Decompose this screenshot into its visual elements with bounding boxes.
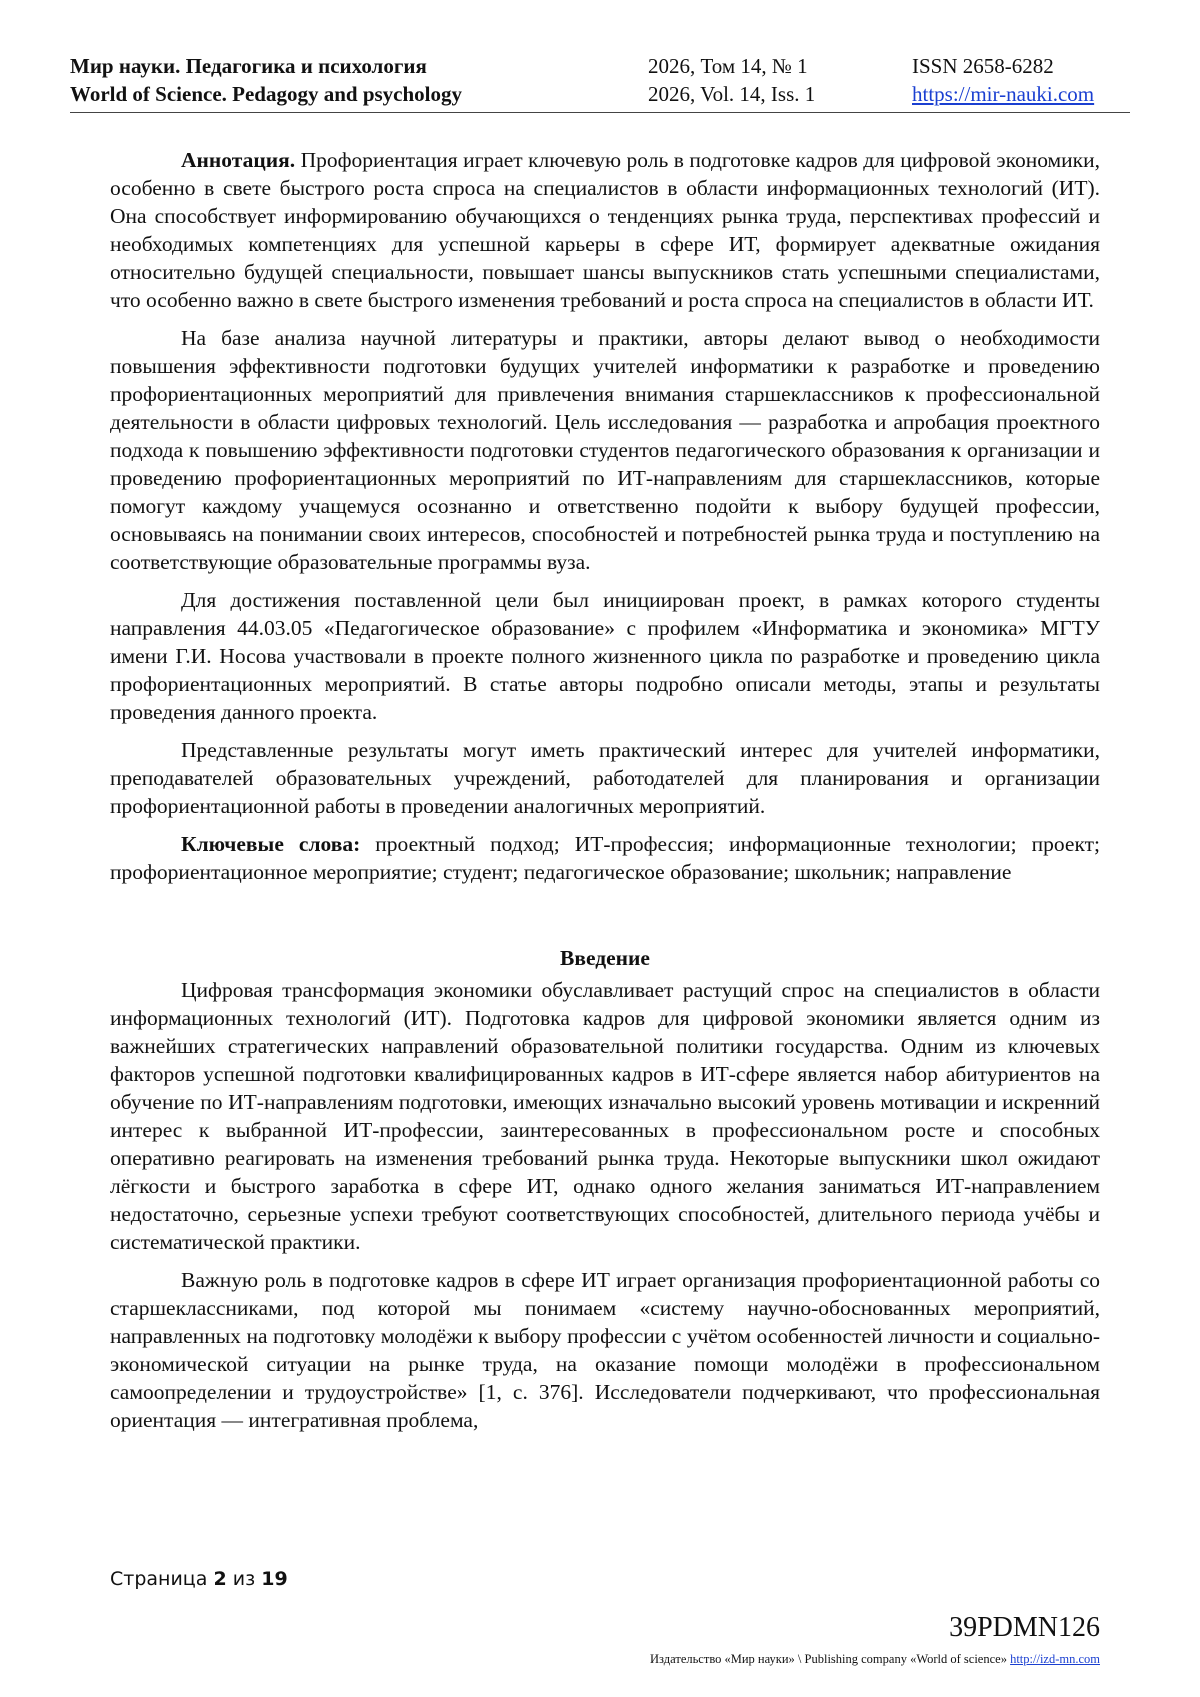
issn-info: [912, 52, 1094, 108]
abstract-label: Аннотация.: [181, 148, 296, 172]
article-body: [110, 146, 1100, 1434]
journal-header: [70, 52, 1130, 112]
page-total: 19: [261, 1568, 288, 1590]
publisher-line: [650, 1652, 1100, 1667]
journal-site-link[interactable]: https://mir-nauki.com: [912, 82, 1095, 106]
page-of: из: [232, 1568, 256, 1590]
page-number: [110, 1568, 288, 1590]
journal-title: [70, 52, 462, 108]
section-title-introduction: Введение: [560, 946, 650, 970]
intro-paragraph: Цифровая трансформация экономики обуславливает растущий спрос на специалистов в области информационных технологий (ИТ). Подготовка кадров для цифровой экономики является одним из важнейших стратегических направлений образовательной политики государства. Одним из ключевых факторов успешной подготовки квалифицированных кадров в ИТ-сфере является набор абитуриентов на обучение по ИТ-направлениям подготовки, имеющих изначально высокий уровень мотивации и искренний интерес к выбранной ИТ-профессии, заинтересованных в профессиональном росте и способных оперативно реагировать на изменения требований рынка труда. Некоторые выпускники школ ожидают лёгкости и быстрого заработка в сфере ИТ, однако одного желания заниматься ИТ-направлением недостаточно, серьезные успехи требуют соответствующих способностей, длительного периода учёбы и систематической практики.: [110, 978, 1100, 1254]
journal-title-en: World of Science. Pedagogy and psychology: [70, 82, 463, 106]
keywords-label: Ключевые слова:: [181, 832, 361, 856]
keywords-text: проектный подход; ИТ-профессия; информационные технологии; проект; профориентационное мероприятие; студент; педагогическое образование; школьник; направление: [110, 832, 1101, 884]
header-divider: [70, 112, 1130, 113]
issue-info: [648, 52, 815, 108]
page-word: Страница: [110, 1568, 208, 1590]
journal-title-ru: Мир науки. Педагогика и психология: [70, 54, 427, 78]
keywords-paragraph: [110, 830, 1100, 886]
abstract-paragraph: [110, 146, 1100, 314]
issue-en: 2026, Vol. 14, Iss. 1: [648, 82, 816, 106]
abstract-paragraph: Представленные результаты могут иметь практический интерес для учителей информатики, преподавателей образовательных учреждений, работодателей для планирования и организации профориентационной работы в проведении аналогичных мероприятий.: [110, 738, 1100, 818]
issn: ISSN 2658-6282: [912, 54, 1054, 78]
publisher-link[interactable]: http://izd-mn.com: [1010, 1652, 1100, 1666]
abstract-paragraph: Для достижения поставленной цели был инициирован проект, в рамках которого студенты направления 44.03.05 «Педагогическое образование» с профилем «Информатика и экономика» МГТУ имени Г.И. Носова участвовали в проекте полного жизненного цикла по разработке и проведению цикла профориентационных мероприятий. В статье авторы подробно описали методы, этапы и результаты проведения данного проекта.: [110, 588, 1100, 724]
document-code: 39PDMN126: [949, 1612, 1100, 1643]
publisher-name: Издательство «Мир науки» \ Publishing company «World of science»: [650, 1652, 1007, 1666]
abstract-text: Профориентация играет ключевую роль в подготовке кадров для цифровой экономики, особенно в свете быстрого роста спроса на специалистов в области информационных технологий (ИТ). Она способствует информированию обучающихся о тенденциях рынка труда, перспективах профессий и необходимых компетенциях для успешной карьеры в сфере ИТ, формирует адекватные ожидания относительно будущей специальности, повышает шансы выпускников стать успешными специалистами, что особенно важно в свете быстрого изменения требований и роста спроса на специалистов в области ИТ.: [110, 148, 1100, 312]
issue-ru: 2026, Том 14, № 1: [648, 54, 808, 78]
page-current: 2: [213, 1568, 227, 1590]
abstract-paragraph: На базе анализа научной литературы и практики, авторы делают вывод о необходимости повышения эффективности подготовки будущих учителей информатики к разработке и проведению профориентационных мероприятий для привлечения внимания старшеклассников к профессиональной деятельности в области цифровых технологий. Цель исследования — разработка и апробация проектного подхода к повышению эффективности подготовки студентов педагогического образования к организации и проведению профориентационных мероприятий по ИТ-направлениям для старшеклассников, которые помогут каждому учащемуся осознанно и ответственно подойти к выбору будущей профессии, основываясь на понимании своих интересов, способностей и потребностей рынка труда и поступлению на соответствующие образовательные программы вуза.: [110, 326, 1100, 574]
intro-paragraph: Важную роль в подготовке кадров в сфере ИТ играет организация профориентационной работы со старшеклассниками, под которой мы понимаем «систему научно-обоснованных мероприятий, направленных на подготовку молодёжи к выбору профессии с учётом особенностей личности и социально-экономической ситуации на рынке труда, на оказание помощи молодёжи в профессиональном самоопределении и трудоустройстве» [1, с. 376]. Исследователи подчеркивают, что профессиональная ориентация — интегративная проблема,: [110, 1268, 1100, 1432]
